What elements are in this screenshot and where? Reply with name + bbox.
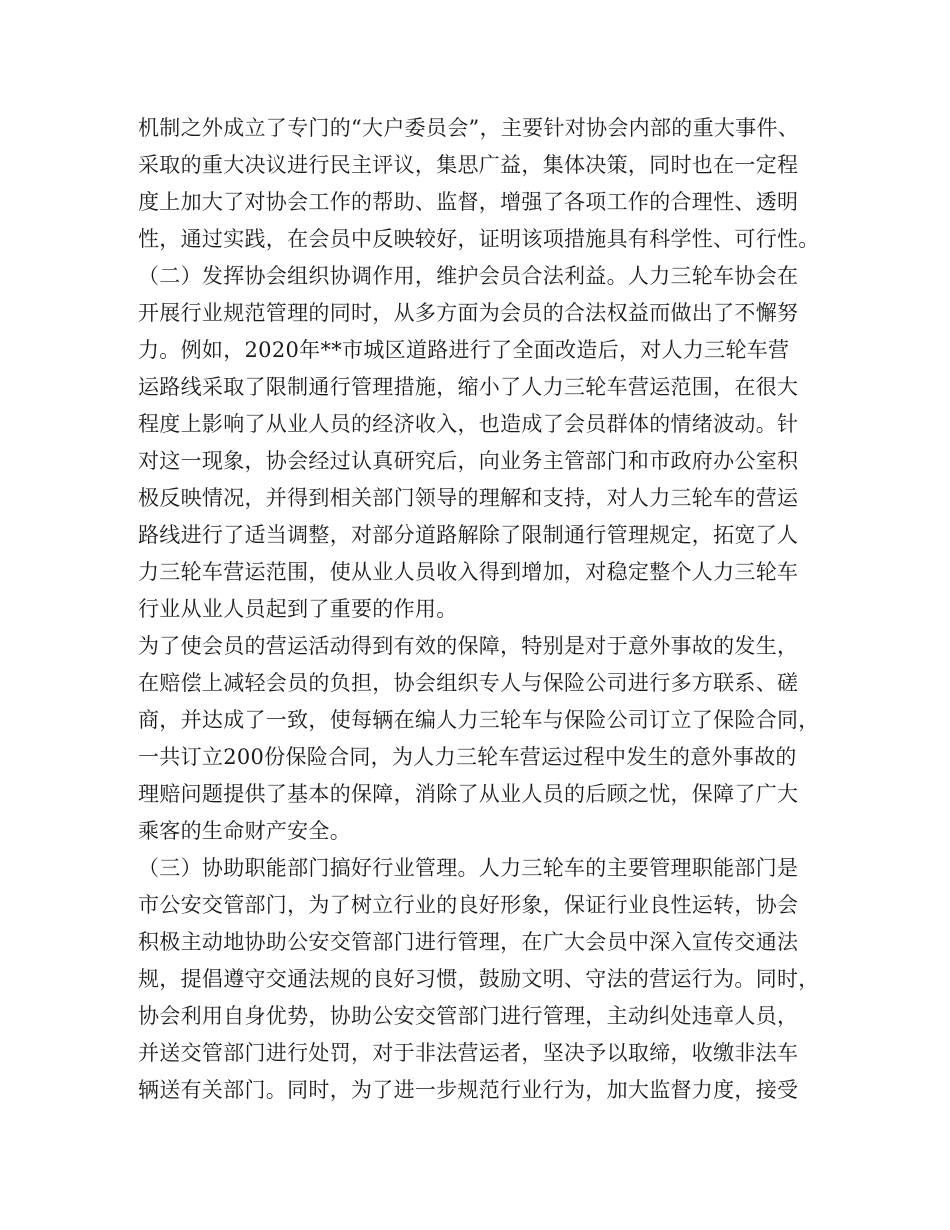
text-line: 性，通过实践，在会员中反映较好，证明该项措施具有科学性、可行性。 — [138, 227, 820, 251]
text-line: 辆送有关部门。同时，为了进一步规范行业行为，加大监督力度，接受 — [138, 1078, 799, 1102]
text-line: 积极主动地协助公安交管部门进行管理，在广大会员中深入宣传交通法 — [138, 930, 799, 954]
text-line: 商，并达成了一致，使每辆在编人力三轮车与保险公司订立了保险合同， — [138, 708, 820, 732]
body-text — [138, 110, 828, 1109]
text-line: （二）发挥协会组织协调作用，维护会员合法利益。人力三轮车协会在 — [138, 264, 799, 288]
text-line: 乘客的生命财产安全。 — [138, 819, 351, 843]
text-line: 为了使会员的营运活动得到有效的保障，特别是对于意外事故的发生， — [138, 634, 799, 658]
text-line: 并送交管部门进行处罚，对于非法营运者，坚决予以取缔，收缴非法车 — [138, 1041, 799, 1065]
text-line: 力。例如，2020年**市城区道路进行了全面改造后，对人力三轮车营 — [138, 338, 790, 362]
text-line: 力三轮车营运范围，使从业人员收入得到增加，对稳定整个人力三轮车 — [138, 560, 799, 584]
text-line: （三）协助职能部门搞好行业管理。人力三轮车的主要管理职能部门是 — [138, 856, 799, 880]
text-line: 一共订立200份保险合同，为人力三轮车营运过程中发生的意外事故的 — [138, 745, 797, 769]
text-line: 在赔偿上减轻会员的负担，协会组织专人与保险公司进行多方联系、磋 — [138, 671, 799, 695]
text-line: 市公安交管部门，为了树立行业的良好形象，保证行业良性运转，协会 — [138, 893, 799, 917]
text-line: 机制之外成立了专门的“大户委员会”，主要针对协会内部的重大事件、 — [138, 116, 800, 140]
text-line: 极反映情况，并得到相关部门领导的理解和支持，对人力三轮车的营运 — [138, 486, 799, 510]
text-line: 理赔问题提供了基本的保障，消除了从业人员的后顾之忧，保障了广大 — [138, 782, 799, 806]
text-line: 行业从业人员起到了重要的作用。 — [138, 597, 458, 621]
text-line: 运路线采取了限制通行管理措施，缩小了人力三轮车营运范围，在很大 — [138, 375, 799, 399]
text-line: 路线进行了适当调整，对部分道路解除了限制通行管理规定，拓宽了人 — [138, 523, 799, 547]
text-line: 采取的重大决议进行民主评议，集思广益，集体决策，同时也在一定程 — [138, 153, 799, 177]
text-line: 程度上影响了从业人员的经济收入，也造成了会员群体的情绪波动。针 — [138, 412, 799, 436]
text-line: 对这一现象，协会经过认真研究后，向业务主管部门和市政府办公室积 — [138, 449, 799, 473]
text-line: 协会利用自身优势，协助公安交管部门进行管理，主动纠处违章人员， — [138, 1004, 799, 1028]
text-line: 度上加大了对协会工作的帮助、监督，增强了各项工作的合理性、透明 — [138, 190, 799, 214]
text-line: 规，提倡遵守交通法规的良好习惯，鼓励文明、守法的营运行为。同时， — [138, 967, 820, 991]
text-line: 开展行业规范管理的同时，从多方面为会员的合法权益而做出了不懈努 — [138, 301, 799, 325]
